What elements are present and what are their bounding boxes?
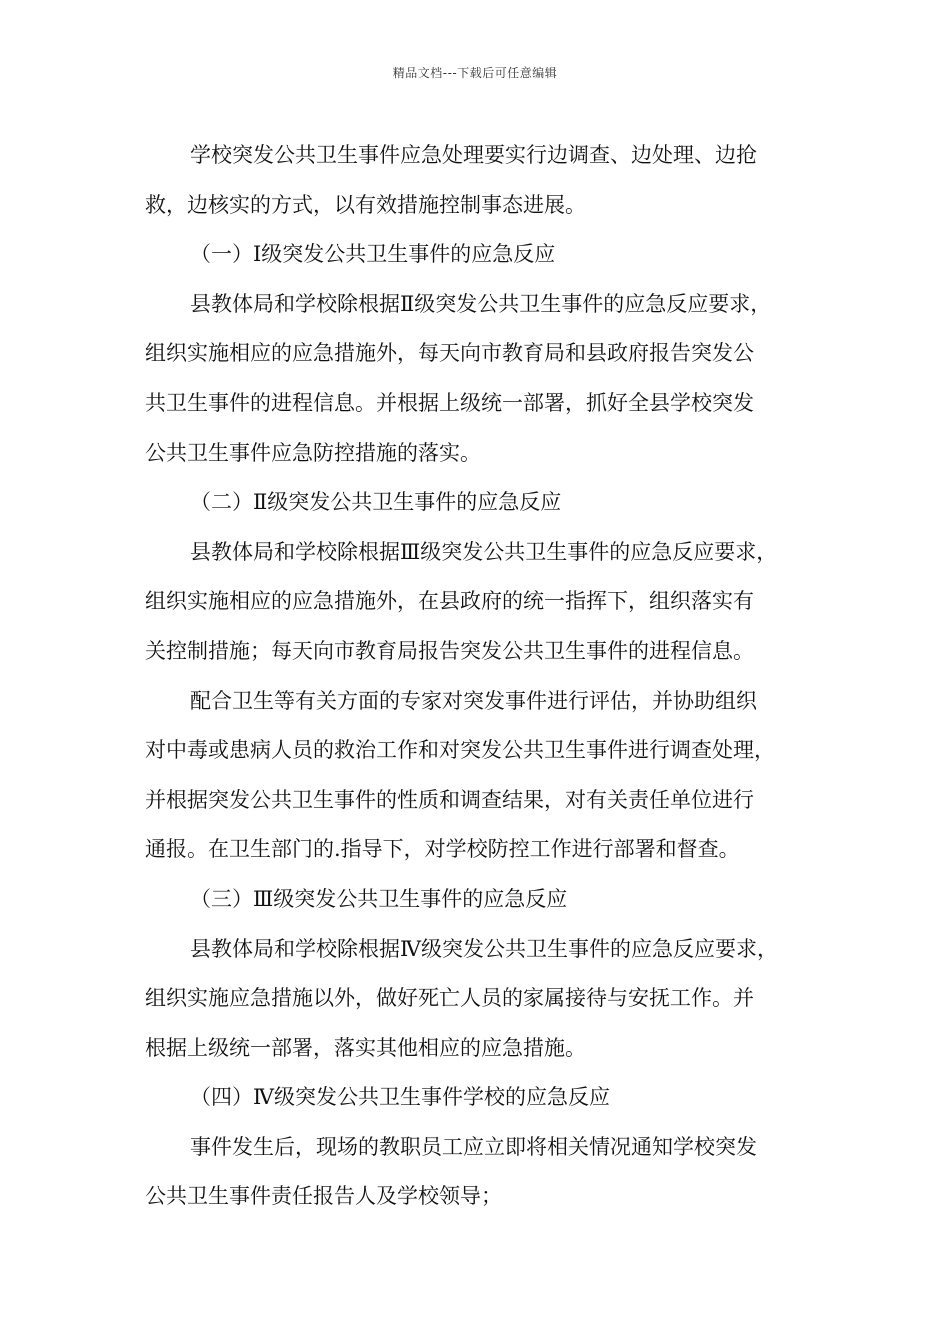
text-line: 通报。在卫生部门的.指导下，对学校防控工作进行部署和督查。 [145, 837, 740, 862]
text-line: 根据上级统一部署，落实其他相应的应急措施。 [145, 1035, 586, 1060]
text-line: 关控制措施；每天向市教育局报告突发公共卫生事件的进程信息。 [145, 638, 754, 663]
text-line: 配合卫生等有关方面的专家对突发事件进行评估，并协助组织 [190, 688, 757, 713]
section-heading: （四）Ⅳ级突发公共卫生事件学校的应急反应 [190, 1085, 610, 1110]
text-line: 公共卫生事件责任报告人及学校领导； [145, 1184, 502, 1209]
text-line: 县教体局和学校除根据Ⅱ级突发公共卫生事件的应急反应要求， [190, 291, 772, 316]
text-line: 公共卫生事件应急防控措施的落实。 [145, 440, 481, 465]
text-line: 对中毒或患病人员的救治工作和对突发公共卫生事件进行调查处理， [145, 738, 775, 763]
document-body [145, 131, 810, 1222]
page-header: 精品文档---下载后可任意编辑 [392, 66, 558, 80]
section-heading: （二）Ⅱ级突发公共卫生事件的应急反应 [190, 490, 562, 515]
text-line: 共卫生事件的进程信息。并根据上级统一部署，抓好全县学校突发 [145, 390, 754, 415]
section-heading: （一）Ⅰ级突发公共卫生事件的应急反应 [190, 242, 556, 267]
section-heading: （三）Ⅲ级突发公共卫生事件的应急反应 [190, 886, 568, 911]
text-line: 组织实施应急措施以外，做好死亡人员的家属接待与安抚工作。并 [145, 986, 754, 1011]
text-line: 组织实施相应的应急措施外，在县政府的统一指挥下，组织落实有 [145, 589, 754, 614]
text-line: 县教体局和学校除根据Ⅲ级突发公共卫生事件的应急反应要求， [190, 539, 778, 564]
text-line: 并根据突发公共卫生事件的性质和调查结果，对有关责任单位进行 [145, 787, 754, 812]
text-line: 救，边核实的方式，以有效措施控制事态进展。 [145, 192, 586, 217]
text-line: 事件发生后，现场的教职员工应立即将相关情况通知学校突发 [190, 1134, 757, 1159]
text-line: 学校突发公共卫生事件应急处理要实行边调查、边处理、边抢 [190, 143, 757, 167]
text-line: 组织实施相应的应急措施外，每天向市教育局和县政府报告突发公 [145, 341, 754, 366]
text-line: 县教体局和学校除根据Ⅳ级突发公共卫生事件的应急反应要求， [190, 936, 778, 961]
